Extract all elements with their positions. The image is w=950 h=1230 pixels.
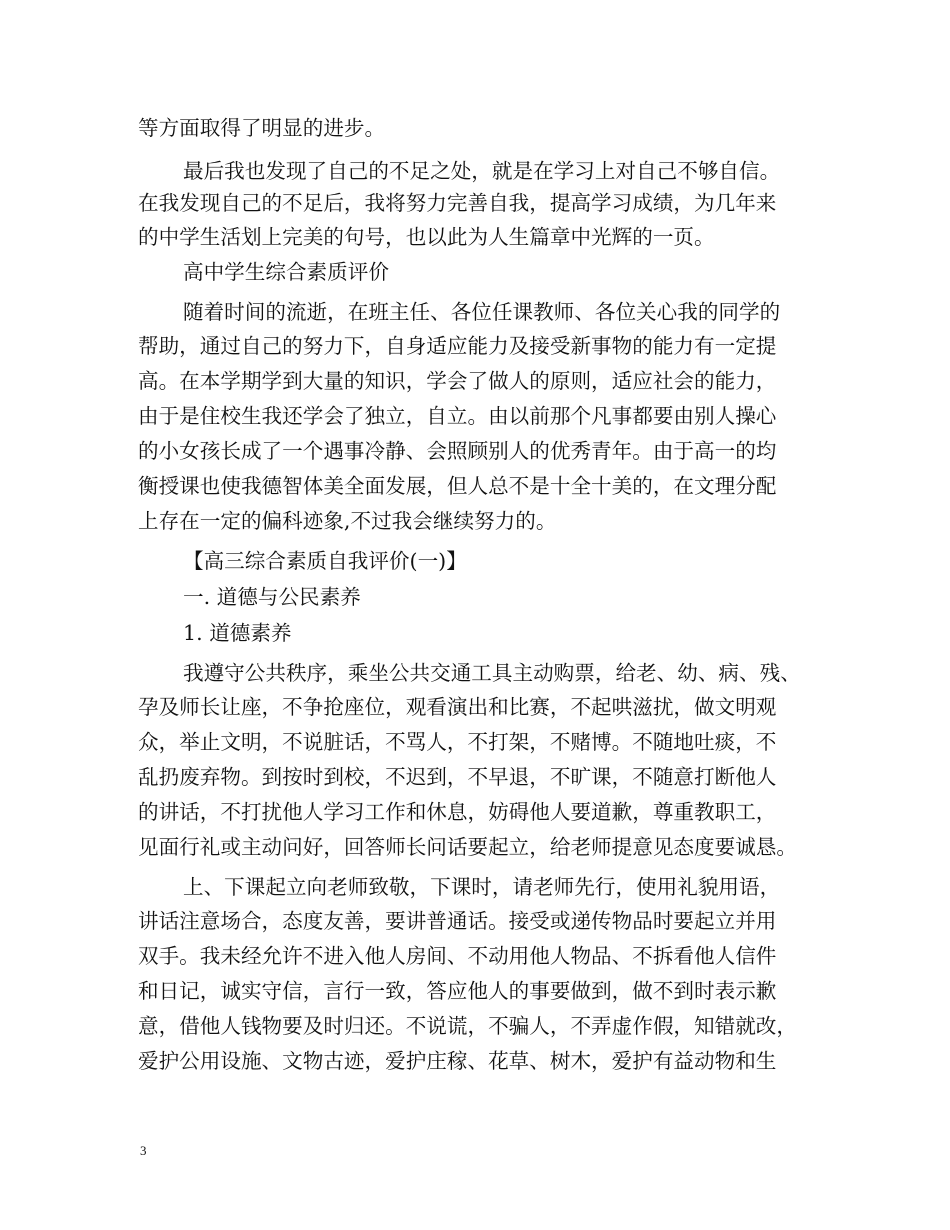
text-line: 高。在本学期学到大量的知识，学会了做人的原则，适应社会的能力，: [138, 369, 777, 393]
page-number: 3: [140, 1143, 147, 1158]
text-line: 的小女孩长成了一个遇事冷静、会照顾别人的优秀青年。由于高一的均: [138, 439, 777, 463]
subsection-heading: 一. 道德与公民素养: [183, 585, 361, 609]
text-line: 的讲话，不打扰他人学习工作和休息，妨碍他人要道歉，尊重教职工，: [138, 800, 777, 824]
text-line: 乱扔废弃物。到按时到校，不迟到，不早退，不旷课，不随意打断他人: [138, 765, 777, 789]
text-line: 最后我也发现了自己的不足之处，就是在学习上对自己不够自信。: [183, 159, 781, 183]
text-line: 见面行礼或主动问好，回答师长问话要起立，给老师提意见态度要诚恳。: [138, 835, 797, 859]
text-line: 我遵守公共秩序，乘坐公共交通工具主动购票，给老、幼、病、残、: [183, 661, 801, 685]
text-line: 随着时间的流逝，在班主任、各位任课教师、各位关心我的同学的: [183, 300, 781, 324]
text-line: 上、下课起立向老师致敬，下课时，请老师先行，使用礼貌用语，: [183, 875, 781, 899]
text-line: 衡授课也使我德智体美全面发展，但人总不是十全十美的，在文理分配: [138, 474, 777, 498]
text-line: 双手。我未经允许不进入他人房间、不动用他人物品、不拆看他人信件: [138, 944, 777, 968]
text-line: 和日记，诚实守信，言行一致，答应他人的事要做到，做不到时表示歉: [138, 979, 777, 1003]
section-heading: 【高三综合素质自我评价(一)】: [183, 549, 467, 573]
text-line: 爱护公用设施、文物古迹，爱护庄稼、花草、树木，爱护有益动物和生: [138, 1049, 777, 1073]
text-line: 的中学生活划上完美的句号，也以此为人生篇章中光辉的一页。: [138, 225, 715, 249]
text-line: 讲话注意场合，态度友善，要讲普通话。接受或递传物品时要起立并用: [138, 909, 777, 933]
text-line: 帮助，通过自己的努力下，自身适应能力及接受新事物的能力有一定提: [138, 334, 777, 358]
text-line: 等方面取得了明显的进步。: [138, 116, 386, 140]
text-line: 意，借他人钱物要及时归还。不说谎，不骗人，不弄虚作假，知错就改，: [138, 1014, 797, 1038]
text-line: 在我发现自己的不足后，我将努力完善自我，提高学习成绩，为几年来: [138, 191, 777, 215]
text-line: 众，举止文明，不说脏话，不骂人，不打架，不赌博。不随地吐痰，不: [138, 730, 777, 754]
section-heading: 高中学生综合素质评价: [183, 260, 389, 284]
subsection-heading: 1. 道德素养: [183, 621, 292, 645]
text-line: 由于是住校生我还学会了独立，自立。由以前那个凡事都要由别人操心: [138, 404, 777, 428]
text-line: 孕及师长让座，不争抢座位，观看演出和比赛，不起哄滋扰，做文明观: [138, 695, 777, 719]
text-line: 上存在一定的偏科迹象,不过我会继续努力的。: [138, 509, 557, 533]
